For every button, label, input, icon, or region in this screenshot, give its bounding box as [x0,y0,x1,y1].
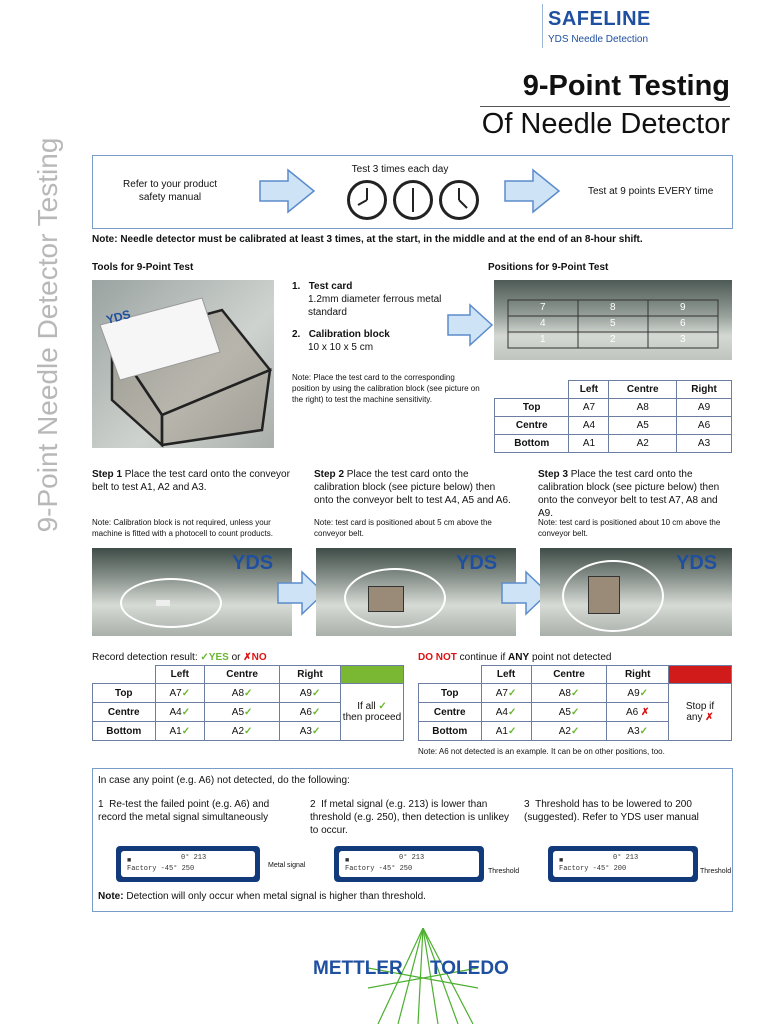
tool-number: 1. [292,281,301,292]
display-screen: ■ 0° 213 Factory -45° 250 [334,846,484,882]
check-icon: ✓ [311,687,321,699]
record-prefix: Record detection result: [92,652,198,663]
check-icon: ✓ [200,652,209,663]
step-2-photo [316,548,516,636]
table-cell: A3✓ [607,722,669,741]
grid-label: 5 [610,318,616,329]
table-row [419,684,732,703]
tools-note: Note: Place the test card to the corresponding position by using the calibration block (see picture on the right) to test the machine sensitivity. [292,373,480,404]
check-icon: ✓ [570,725,580,737]
cross-icon: ✗ [243,652,252,663]
table-cell: A2✓ [531,722,607,741]
grid-label: 1 [540,334,546,345]
test-card-photo [92,280,274,448]
check-icon: ✓ [639,725,649,737]
row-header: Top [419,684,482,703]
check-icon: ✓ [378,701,387,712]
failure-item: 1 Re-test the failed point (e.g. A6) and record the metal signal simultaneously [98,799,270,823]
yes-label: YES [208,652,229,663]
tool-name: Test card [308,281,353,292]
table-cell: A9 [677,399,732,417]
table-row [495,435,732,453]
page-subtitle: Of Needle Detector [481,108,730,140]
tool-number: 2. [292,329,301,340]
column-header: Centre [609,381,677,399]
failure-intro: In case any point (e.g. A6) not detected, do the following: [98,775,350,786]
row-header: Top [93,684,156,703]
cross-icon: ✗ [705,712,714,723]
positions-heading: Positions for 9-Point Test [488,262,609,273]
step-1-text [92,468,292,494]
brand-subtitle: YDS Needle Detection [548,34,649,45]
grid-label: 2 [610,334,616,345]
check-icon: ✓ [244,725,253,737]
column-header: Centre [205,666,280,684]
clock-icon [393,180,433,220]
row-header: Centre [93,703,156,722]
table-cell: A1 [569,435,609,453]
check-icon: ✓ [311,706,321,718]
table-cell: A4 [569,417,609,435]
tool-description: 1.2mm diameter ferrous metal standard [308,294,442,318]
footer-logo-right: TOLEDO [430,958,509,979]
grid-label: 7 [540,302,546,313]
column-header: Left [569,381,609,399]
tool-item [292,280,452,319]
row-header: Bottom [419,722,482,741]
display-screen: ■ 0° 213 Factory -45° 200 [548,846,698,882]
table-cell: A3✓ [280,722,341,741]
check-icon: ✓ [639,687,649,699]
tool-name: Calibration block [308,329,390,340]
table-row [495,399,732,417]
stop-heading: DO NOT continue if ANY point not detected [418,652,612,663]
failure-note: Note: Detection will only occur when metal signal is higher than threshold. [98,891,426,902]
table-cell: A9✓ [607,684,669,703]
check-icon: ✓ [181,725,191,737]
card-logo: YDS [104,307,133,327]
check-icon: ✓ [507,706,517,718]
check-icon: ✓ [244,687,253,699]
brand-divider [542,4,543,48]
step-text: Place the test card onto the calibration block (see picture below) then onto the conveyor belt to test A7, A8 and A9. [538,469,720,519]
tools-heading: Tools for 9-Point Test [92,262,194,273]
record-table [92,665,404,741]
calibration-note: Note: Needle detector must be calibrated at least 3 times, at the start, in the middle and at the end of an 8-hour shift. [92,234,643,245]
do-not-label: DO NOT [418,652,457,663]
step-3-photo [540,548,732,636]
table-cell: A5 [609,417,677,435]
column-header: Centre [531,666,607,684]
table-cell: A5✓ [205,703,280,722]
threshold-label: Threshold [488,868,520,875]
side-title: 9-Point Needle Detector Testing [32,137,63,533]
table-cell: A8✓ [205,684,280,703]
step-3-text [538,468,734,520]
stop-note: Note: A6 not detected is an example. It can be on other positions, too. [418,747,665,756]
column-header: Left [481,666,531,684]
step-label: Step 3 [538,469,569,480]
stop-cell: Stop if any ✗ [669,684,732,741]
table-cell: A1✓ [155,722,205,741]
no-label: NO [251,652,267,663]
grid-label: 9 [680,302,686,313]
table-cell: A7 [569,399,609,417]
check-icon: ✓ [507,687,517,699]
grid-label: 8 [610,302,616,313]
title-rule [480,106,730,107]
step-2-note: Note: test card is positioned about 5 cm above the conveyor belt. [314,518,492,538]
refer-manual-text: Refer to your product safety manual [123,179,217,203]
check-icon: ✓ [244,706,253,718]
table-cell: A6 ✗ [607,703,669,722]
column-header: Right [607,666,669,684]
table-cell: A8✓ [531,684,607,703]
proceed-cell: If all ✓ then proceed [341,684,404,741]
step-label: Step 1 [92,469,123,480]
step-text: Place the test card onto the conveyor belt to test A1, A2 and A3. [92,469,290,493]
step-3-note: Note: test card is positioned about 10 cm above the conveyor belt. [538,518,721,538]
stop-color-cell [669,666,732,684]
arrow-right-icon [503,168,561,214]
check-icon: ✓ [311,725,321,737]
table-cell: A3 [677,435,732,453]
photo-logo: YDS [456,552,498,574]
positions-table [494,380,732,453]
tool-description: 10 x 10 x 5 cm [308,342,374,353]
table-cell: A4✓ [481,703,531,722]
table-cell: A1✓ [481,722,531,741]
check-icon: ✓ [181,687,191,699]
cross-icon: ✗ [641,706,650,718]
check-icon: ✓ [507,725,517,737]
table-cell: A6 [677,417,732,435]
test-daily-text: Test 3 times each day [351,164,449,175]
photo-logo: YDS [676,552,718,574]
column-header: Right [677,381,732,399]
check-icon: ✓ [570,687,580,699]
threshold-label: Threshold [700,868,732,875]
step-1-photo [92,548,292,636]
table-cell: A8 [609,399,677,417]
table-cell: A7✓ [481,684,531,703]
page-title: 9-Point Testing [522,70,730,102]
table-cell: A2 [609,435,677,453]
table-cell: A5✓ [531,703,607,722]
row-header: Top [495,399,569,417]
clock-icon [439,180,479,220]
clock-icon [347,180,387,220]
step-text: Place the test card onto the calibration block (see picture below) then onto the conveyor belt to test A4, A5 and A6. [314,469,511,506]
table-cell: A7✓ [155,684,205,703]
row-header: Bottom [93,722,156,741]
arrow-right-icon [258,168,316,214]
grid-label: 6 [680,318,686,329]
grid-label: 3 [680,334,686,345]
grid-label: 4 [540,318,546,329]
proceed-color-cell [341,666,404,684]
stop-table [418,665,732,741]
check-icon: ✓ [181,706,191,718]
table-cell: A6✓ [280,703,341,722]
failure-item: 2 If metal signal (e.g. 213) is lower than threshold (e.g. 250), then detection is unlikey to occur. [310,799,510,836]
failure-item: 3 Threshold has to be lowered to 200 (suggested). Refer to YDS user manual [524,799,699,823]
test-points-text: Test at 9 points EVERY time [588,186,714,197]
display-screen: ■ 0° 213 Factory -45° 250 [116,846,260,882]
any-label: ANY [508,652,530,663]
metal-signal-label: Metal signal [268,862,306,869]
photo-logo: YDS [232,552,274,574]
brand-name: SAFELINE [548,8,651,30]
table-row [495,417,732,435]
table-row [93,684,404,703]
tool-item [292,328,452,354]
or-label: or [231,652,241,663]
step-label: Step 2 [314,469,345,480]
column-header: Right [280,666,341,684]
table-cell: A2✓ [205,722,280,741]
row-header: Centre [419,703,482,722]
footer-logo-left: METTLER [313,958,403,979]
table-cell: A9✓ [280,684,341,703]
step-1-note: Note: Calibration block is not required, unless your machine is fitted with a photocell to count products. [92,518,273,538]
column-header: Left [155,666,205,684]
positions-photo [494,280,732,360]
row-header: Bottom [495,435,569,453]
arrow-right-icon [446,303,494,347]
check-icon: ✓ [570,706,580,718]
row-header: Centre [495,417,569,435]
record-heading [92,651,267,664]
step-2-text [314,468,514,507]
table-cell: A4✓ [155,703,205,722]
